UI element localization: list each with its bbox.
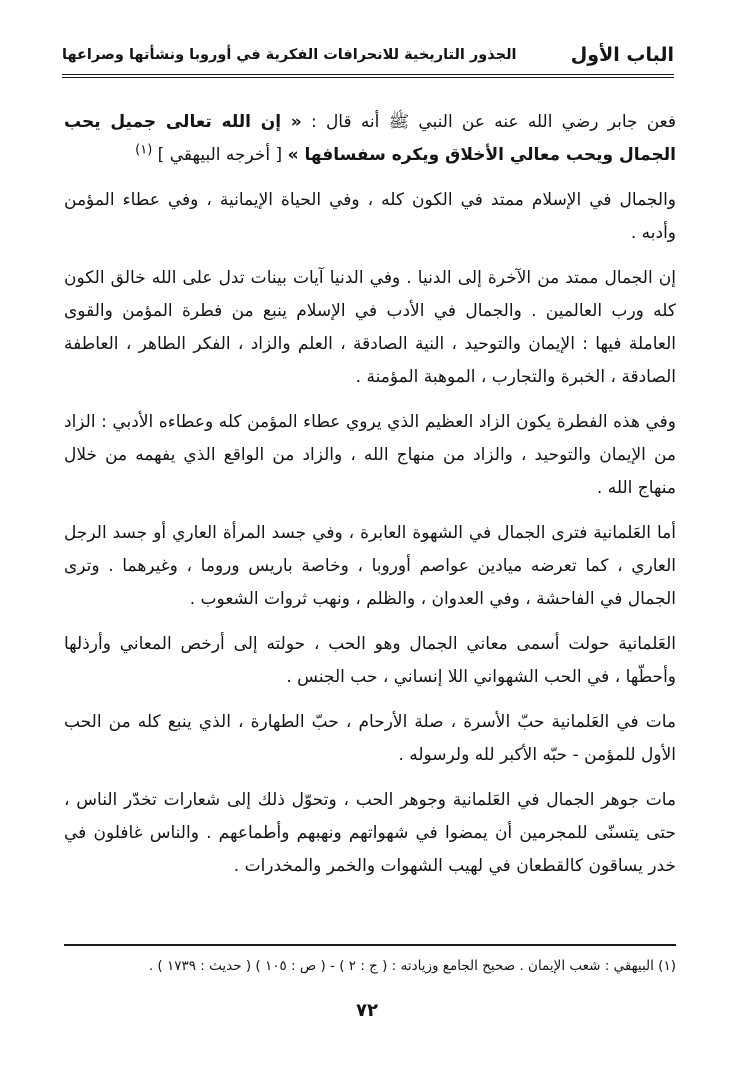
paragraph: والجمال في الإسلام ممتد في الكون كله ، وفي الحياة الإيمانية ، وفي عطاء المؤمن وأدبه . [64,190,676,243]
hadith-citation [135,142,283,165]
paragraph: مات جوهر الجمال في العَلمانية وجوهر الحب ، وتحوّل ذلك إلى شعارات تخدّر الناس ، حتى يتسنّى للمجرمين أن يمضوا في شهواتهم ونهبهم وأطماعهم . والناس غافلون في خدر يساقون كالقطعان في لهيب الشهوات والخمر والمخدرات . [64,790,676,876]
hadith-intro: فعن جابر رضي الله عنه عن النبي ﷺ أنه قال : [301,112,676,132]
paragraph: العَلمانية حولت أسمى معاني الجمال وهو الحب ، حولته إلى أرخص المعاني وأرذلها وأحطّها ، في الحب الشهواني اللا إنساني ، حب الجنس . [64,634,676,687]
citation-text: [ أخرجه البيهقي ] [157,145,283,165]
running-header [62,40,674,78]
paragraph: أما العَلمانية فترى الجمال في الشهوة العابرة ، وفي جسد المرأة العاري أو جسد الرجل العاري ، كما تعرضه ميادين عواصم أوروبا ، وخاصة باريس وروما ، وغيرهما . وترى الجمال في الفاحشة ، وفي العدوان ، والظلم ، ونهب ثروات الشعوب . [64,523,676,609]
book-title: الجذور التاريخية للانحرافات الفكرية في أوروبا ونشأتها وصراعها [62,47,517,63]
page-body [64,106,676,895]
paragraph: إن الجمال ممتد من الآخرة إلى الدنيا . وفي الدنيا آيات بينات تدل على الله خالق الكون كله ورب العالمين . والجمال في الأدب في الإسلام ينبع من فطرة المؤمن والقوى العاملة فيها : الإيمان والتوحيد ، النية الصادقة ، العلم والزاد ، الفكر الطاهر ، العاطفة الصادقة ، الخبرة والتجارب ، الموهبة المؤمنة . [64,268,676,387]
paragraph: وفي هذه الفطرة يكون الزاد العظيم الذي يروي عطاء المؤمن كله وعطاءه الأدبي : الزاد من الإيمان والتوحيد ، والزاد من منهاج الله ، والزاد من الواقع الذي يفهمه من خلال منهاج الله . [64,412,676,498]
page-number: ٧٢ [356,1000,378,1021]
footnote-ref: (١) [135,142,153,158]
paragraph-hadith [64,106,676,172]
paragraph: مات في العَلمانية حبّ الأسرة ، صلة الأرحام ، حبّ الطهارة ، الذي ينبع كله من الحب الأول للمؤمن - حبّه الأكبر لله ولرسوله . [64,712,676,765]
footnote: (١) البيهقي : شعب الإيمان . صحيح الجامع وزيادته : ( ج : ٢ ) - ( ص : ١٠٥ ) ( حديث : ١٧٣٩ ) . [148,958,676,974]
footnotes [64,944,676,976]
chapter-label: الباب الأول [570,44,674,66]
hadith-text: « إن الله تعالى جميل يحب الجمال ويحب معالي الأخلاق ويكره سفسافها » [64,112,676,165]
